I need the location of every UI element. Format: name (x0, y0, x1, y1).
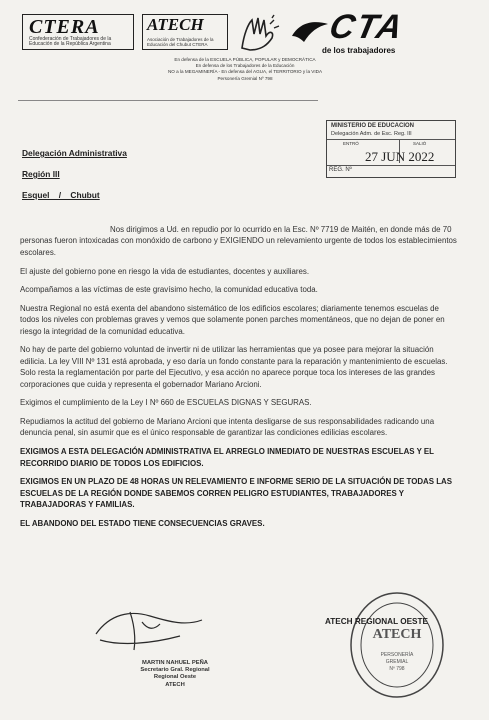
cta-logo-text: CTA (326, 8, 408, 46)
cta-logo-subtitle: de los trabajadores (322, 46, 396, 55)
stamp-exited-label: SALIÓ (413, 141, 427, 146)
body-paragraph: Nos dirigimos a Ud. en repudio por lo ocurrido en la Esc. Nº 7719 de Maitén, en donde más de 70 personas fueron intoxicadas con monóxido de carbono y EXIGIENDO un relevamiento urgente de todos los establecimientos escolares. (20, 225, 457, 257)
cta-logo (290, 8, 450, 58)
recipient-line-3: Esquel / Chubut (22, 190, 100, 200)
handwritten-signature (90, 600, 210, 660)
stamp-reg-number: REG. Nº (329, 167, 352, 173)
letterhead-logos (22, 8, 462, 55)
slogan-line: NO a la MEGAMINERÍA - En defensa del AGUA, el TERRITORIO y la VIDA (167, 69, 323, 75)
letter-body (20, 224, 458, 537)
signature-block (100, 660, 250, 689)
header-divider (18, 100, 318, 101)
cta-bird-icon (290, 16, 330, 50)
hands-icon (234, 14, 284, 54)
signer-name: MARTIN NAHUEL PEÑA (142, 660, 208, 666)
slogan-line: Personería Gremial Nº 798 (217, 75, 273, 81)
atech-logo-text: ATECH (147, 15, 204, 34)
atech-logo-subtitle: Asociación de Trabajadores de la Educación del Chubut CTERA (147, 37, 214, 47)
atech-logo (142, 14, 228, 50)
reception-stamp (326, 120, 456, 178)
demand-paragraph: EXIGIMOS A ESTA DELEGACIÓN ADMINISTRATIVA EL ARREGLO INMEDIATO DE NUESTRAS ESCUELAS Y EL RECORRIDO DIARIO DE TODOS LOS EDIFICIOS. (20, 447, 434, 468)
demand-paragraph: EXIGIMOS EN UN PLAZO DE 48 HORAS UN RELEVAMIENTO E INFORME SERIO DE LA SITUACIÓN DE TODAS LAS ESCUELAS DE LA REGIÓN DONDE SABEMOS CORREN PELIGRO ESTUDIANTES, TRABAJADORES Y TRABAJADORAS Y FAMILIAS. (20, 477, 452, 510)
recipient-line-1: Delegación Administrativa (22, 148, 127, 158)
stamp-date: 27 JUN 2022 (365, 149, 435, 164)
signer-regional: Regional Oeste (153, 674, 197, 681)
signer-org: ATECH (165, 681, 185, 688)
letterhead-slogan (60, 57, 430, 82)
svg-text:Nº 798: Nº 798 (389, 666, 405, 672)
signer-title: Secretario Gral. Regional (140, 667, 210, 674)
slogan-line: En defensa de los Trabajadores de la Educación (195, 63, 295, 69)
closing-statement: EL ABANDONO DEL ESTADO TIENE CONSECUENCIAS GRAVES. (20, 518, 265, 528)
stamp-entered-label: ENTRÓ (343, 141, 359, 146)
stamp-divider (327, 165, 455, 166)
body-paragraph: Repudiamos la actitud del gobierno de Mariano Arcioni que intenta desligarse de sus responsabilidades radicando una denuncia penal, sin asumir que es el único responsable de garantizar las condiciones edilicias escolares. (20, 417, 435, 438)
stamp-delegation: Delegación Adm. de Esc. Reg. III (331, 131, 412, 137)
slogan-line: En defensa de la ESCUELA PÚBLICA, POPULAR y DEMOCRÁTICA (174, 57, 316, 62)
ctera-logo (22, 14, 134, 50)
stamp-ministry: MINISTERIO DE EDUCACION (331, 123, 415, 129)
recipient-line-2: Región III (22, 169, 60, 179)
union-seal (347, 590, 447, 700)
body-paragraph: Exigimos el cumplimiento de la Ley I Nº 660 de ESCUELAS DIGNAS Y SEGURAS. (20, 398, 312, 408)
ctera-logo-text: CTERA (29, 16, 100, 38)
ctera-logo-subtitle: Confederación de Trabajadores de la Educación de la República Argentina (29, 36, 112, 47)
body-paragraph: Nuestra Regional no está exenta del abandono sistemático de los edificios escolares; diariamente tenemos escuelas de todos los niveles con problemas graves y vemos que solamente ponen parches momentáneos, que no dejan de poner en riesgo la integridad de la comunidad educativa. (20, 303, 445, 336)
body-paragraph: El ajuste del gobierno pone en riesgo la vida de estudiantes, docentes y auxiliares. (20, 266, 310, 276)
regional-label: ATECH REGIONAL OESTE (325, 617, 428, 626)
svg-text:ATECH: ATECH (372, 627, 422, 642)
svg-text:PERSONERÍA: PERSONERÍA (380, 652, 414, 658)
body-paragraph: No hay de parte del gobierno voluntad de invertir ni de utilizar las herramientas que ya posee para mejorar la situación edilicia. La ley VIII Nº 131 está aprobada, y eso daría un fondo constante para la reparación y mantenimiento de escuelas. Solo resta la reglamentación por parte del Ejecutivo, y esa acción no aparece porque toca los intereses de las grandes corporaciones que cuida y representa el gobernador Mariano Arcioni. (20, 345, 448, 389)
stamp-divider (327, 139, 455, 140)
body-paragraph: Acompañamos a las víctimas de este gravísimo hecho, la comunidad educativa toda. (20, 285, 318, 295)
svg-text:GREMIAL: GREMIAL (385, 659, 409, 665)
